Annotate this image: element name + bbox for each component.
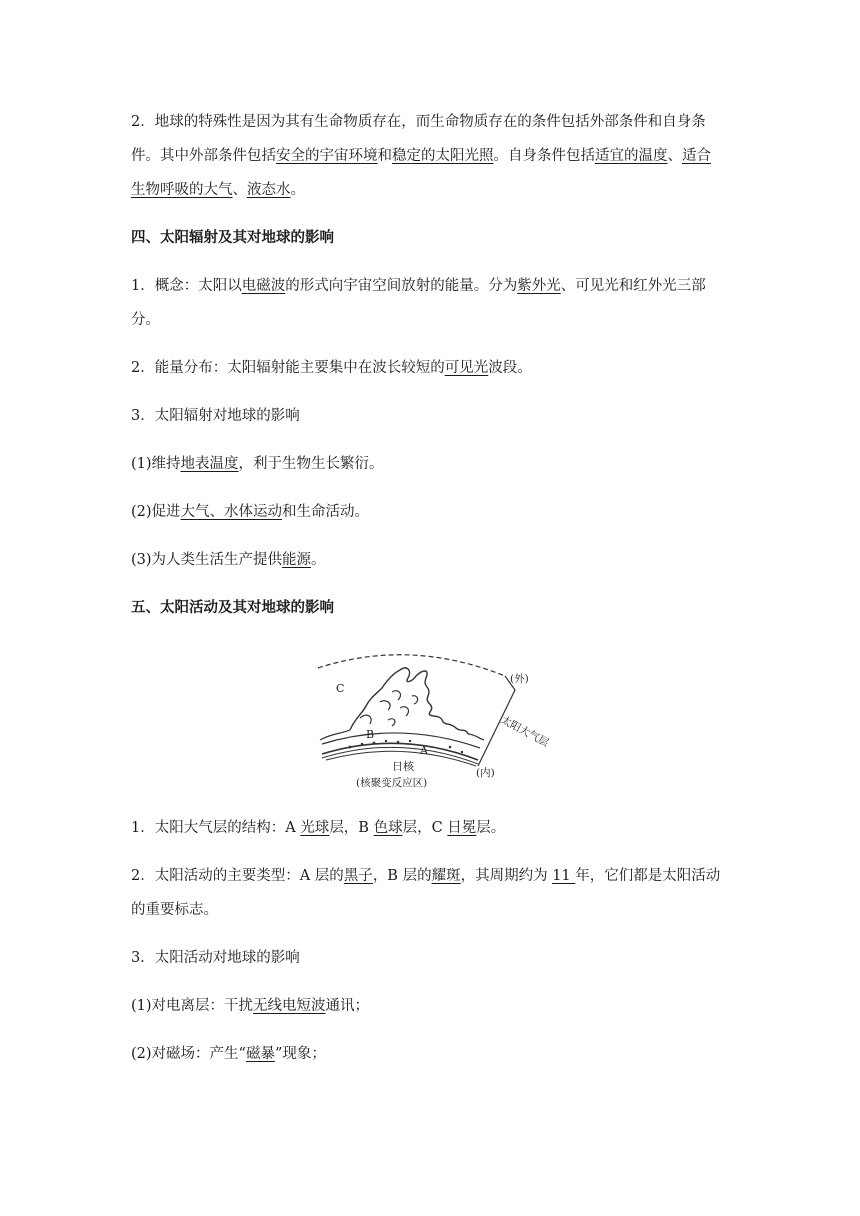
text: 。 <box>290 182 305 198</box>
answer-underline: 色球 <box>373 820 403 836</box>
paragraph-line <box>131 112 706 132</box>
answer-underline: 磁暴 <box>245 1046 275 1062</box>
text: 1．太阳大气层的结构：A <box>131 820 301 836</box>
answer-underline: 11 <box>552 868 576 884</box>
text: (2)促进 <box>131 504 181 520</box>
answer-underline: 紫外光 <box>517 278 561 294</box>
text: 层。 <box>476 820 506 836</box>
text: 2．地球的特殊性是因为其有生命物质存在，而生命物质存在的条件包括外部条件和自身条 <box>131 114 706 130</box>
label-core-sub: (核聚变反应区) <box>356 777 428 789</box>
label-core: 日核 <box>392 760 414 773</box>
text: 2．能量分布：太阳辐射能主要集中在波长较短的 <box>131 360 445 376</box>
solar-atmosphere-diagram <box>300 648 560 798</box>
answer-underline: 生物呼吸的大气 <box>131 182 233 198</box>
list-item <box>131 1044 326 1064</box>
list-item <box>131 996 369 1016</box>
label-inner: (内) <box>476 767 495 779</box>
paragraph-line <box>131 358 532 378</box>
paragraph-line <box>131 818 505 838</box>
paragraph-line: 3．太阳辐射对地球的影响 <box>131 408 300 424</box>
text: ，其周期约为 <box>460 868 553 884</box>
list-item <box>131 454 384 474</box>
paragraph-line <box>131 276 706 296</box>
text: ”现象； <box>274 1046 326 1062</box>
text: 层，C <box>402 820 448 836</box>
text: 件。其中外部条件包括 <box>131 148 276 164</box>
text: 的形式向宇宙空间放射的能量。分为 <box>285 278 518 294</box>
corona-flame <box>360 691 418 726</box>
answer-underline: 地表温度 <box>180 456 239 472</box>
text: 、可见光和红外光三部 <box>560 278 706 294</box>
label-atmosphere: 太阳大气层 <box>498 714 551 750</box>
text: (2)对磁场：产生“ <box>131 1046 246 1062</box>
list-item <box>131 502 369 522</box>
answer-underline: 日冕 <box>447 820 477 836</box>
list-item <box>131 550 326 570</box>
label-b: B <box>366 728 375 741</box>
text: (1)对电离层：干扰 <box>131 998 254 1014</box>
sunspot-dots <box>349 740 464 753</box>
answer-underline: 适宜的温度 <box>595 148 668 164</box>
text: 1．概念：太阳以 <box>131 278 242 294</box>
text: 通讯； <box>325 998 370 1014</box>
answer-underline: 安全的宇宙环境 <box>276 148 378 164</box>
paragraph-line <box>131 866 720 886</box>
chromosphere-line <box>322 733 480 748</box>
text: 层，B <box>329 820 374 836</box>
answer-underline: 无线电短波 <box>253 998 326 1014</box>
answer-underline: 耀斑 <box>431 868 461 884</box>
text: ，利于生物生长繁衍。 <box>238 456 384 472</box>
text: (3)为人类生活生产提供 <box>131 552 283 568</box>
text: 和 <box>377 148 392 164</box>
text: (1)维持 <box>131 456 181 472</box>
text: 、 <box>232 182 247 198</box>
answer-underline: 能源 <box>282 552 312 568</box>
answer-underline: 电磁波 <box>241 278 286 294</box>
section-heading: 五、太阳活动及其对地球的影响 <box>131 599 334 616</box>
paragraph-line <box>131 180 305 200</box>
paragraph-line: 分。 <box>131 312 160 328</box>
text: 、 <box>667 148 682 164</box>
outer-boundary-dashed <box>318 655 505 676</box>
text: 波段。 <box>488 360 532 376</box>
answer-underline: 可见光 <box>444 360 489 376</box>
label-outer: (外) <box>510 673 529 685</box>
answer-underline: 液态水 <box>247 182 291 198</box>
answer-underline: 黑子 <box>343 868 373 884</box>
paragraph-line <box>131 146 711 166</box>
label-c: C <box>336 682 345 695</box>
answer-underline: 光球 <box>300 820 330 836</box>
answer-underline: 大气、水体运动 <box>180 504 283 520</box>
text: 年，它们都是太阳活动 <box>575 868 721 884</box>
text: 。 <box>311 552 326 568</box>
text: 2．太阳活动的主要类型：A 层的 <box>131 868 344 884</box>
paragraph-line: 3．太阳活动对地球的影响 <box>131 950 300 966</box>
text: ，B 层的 <box>372 868 432 884</box>
answer-underline: 稳定的太阳光照 <box>392 148 494 164</box>
label-a: A <box>420 744 428 757</box>
text: 。自身条件包括 <box>493 148 595 164</box>
section-heading: 四、太阳辐射及其对地球的影响 <box>131 229 334 246</box>
paragraph-line: 的重要标志。 <box>131 902 218 918</box>
answer-underline: 适合 <box>682 148 711 164</box>
text: 和生命活动。 <box>282 504 370 520</box>
corona-flame <box>350 668 468 734</box>
